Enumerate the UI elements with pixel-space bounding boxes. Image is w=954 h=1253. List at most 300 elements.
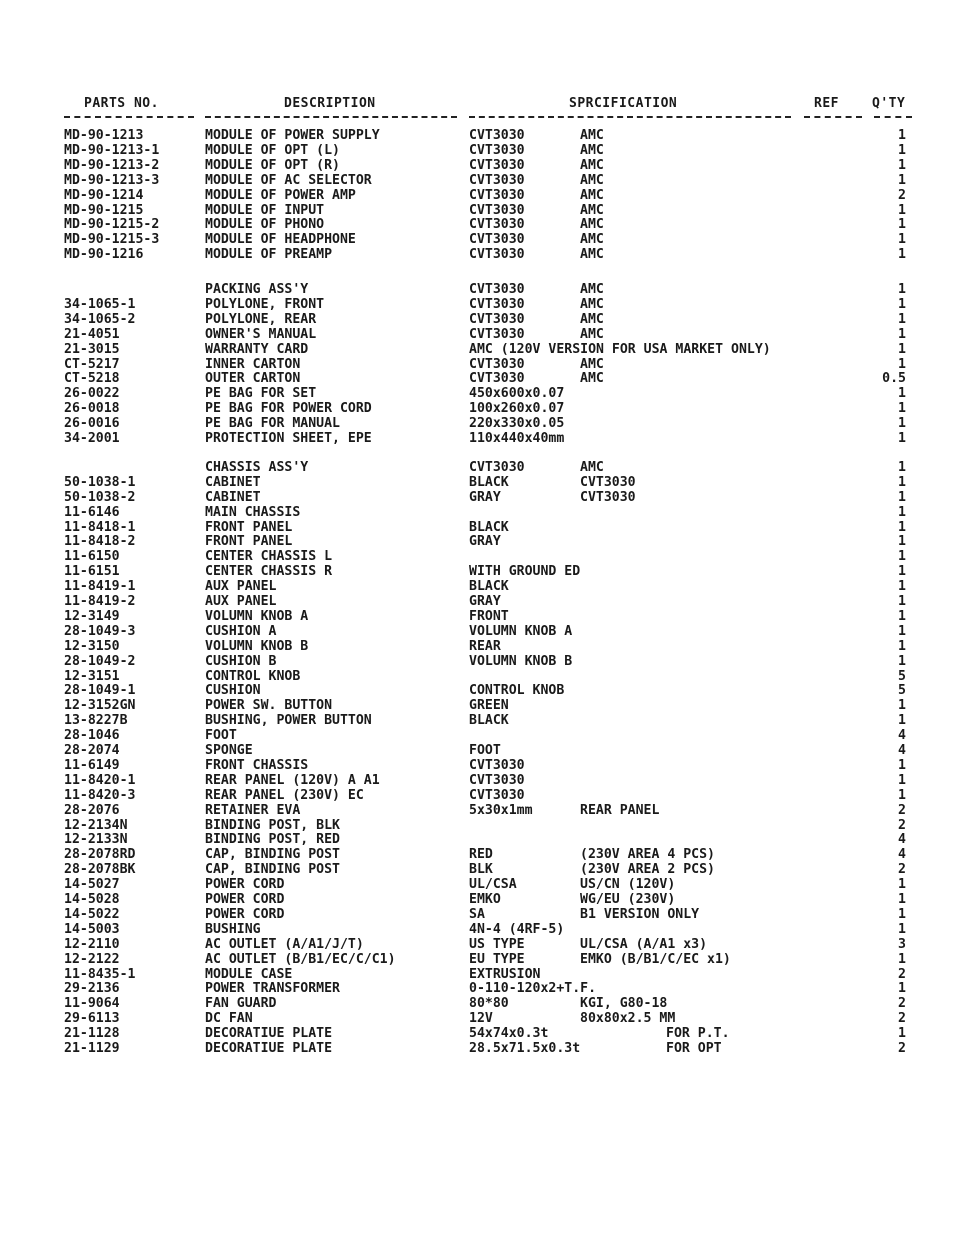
table-row <box>0 639 954 654</box>
header-divider <box>64 116 194 118</box>
specification: FRONT <box>469 609 509 624</box>
table-row <box>0 669 954 684</box>
description: MODULE OF INPUT <box>205 203 325 218</box>
description: MODULE OF POWER AMP <box>205 188 356 203</box>
table-row <box>0 247 954 262</box>
header-divider <box>205 116 457 118</box>
part-number: 11-6149 <box>64 758 120 773</box>
description: MODULE OF OPT (L) <box>205 143 340 158</box>
table-row <box>0 416 954 431</box>
table-row <box>0 475 954 490</box>
quantity: 1 <box>898 773 906 788</box>
part-number: 29-6113 <box>64 1011 120 1026</box>
quantity: 2 <box>898 996 906 1011</box>
specification: EMKO <box>469 892 501 907</box>
description: CUSHION A <box>205 624 277 639</box>
part-number: 11-9064 <box>64 996 120 1011</box>
description: POLYLONE, FRONT <box>205 297 325 312</box>
description: MODULE OF POWER SUPPLY <box>205 128 380 143</box>
specification-extra: KGI, G80-18 <box>580 996 668 1011</box>
specification-extra: AMC <box>580 173 604 188</box>
description: MODULE OF HEADPHONE <box>205 232 356 247</box>
specification-extra: AMC <box>580 143 604 158</box>
table-row <box>0 282 954 297</box>
specification: CVT3030 <box>469 371 525 386</box>
description: POWER TRANSFORMER <box>205 981 340 996</box>
specification-extra: AMC <box>580 232 604 247</box>
specification-extra: AMC <box>580 282 604 297</box>
table-row <box>0 832 954 847</box>
description: CAP, BINDING POST <box>205 862 340 877</box>
description: FRONT PANEL <box>205 520 293 535</box>
quantity: 2 <box>898 862 906 877</box>
quantity: 1 <box>898 401 906 416</box>
table-row <box>0 981 954 996</box>
table-row <box>0 743 954 758</box>
part-number: 12-3150 <box>64 639 120 654</box>
description: FRONT PANEL <box>205 534 293 549</box>
part-number: 11-8418-2 <box>64 534 136 549</box>
quantity: 1 <box>898 549 906 564</box>
part-number: 50-1038-2 <box>64 490 136 505</box>
description: SPONGE <box>205 743 253 758</box>
header-parts-no: PARTS NO. <box>84 96 159 111</box>
quantity: 0.5 <box>882 371 906 386</box>
table-row <box>0 188 954 203</box>
part-number: 12-3151 <box>64 669 120 684</box>
specification-note: FOR OPT <box>666 1041 722 1056</box>
specification: CVT3030 <box>469 773 525 788</box>
description: CUSHION B <box>205 654 277 669</box>
specification: CVT3030 <box>469 217 525 232</box>
specification: CVT3030 <box>469 312 525 327</box>
table-row <box>0 1026 954 1041</box>
specification: 4N-4 (4RF-5) <box>469 922 565 937</box>
specification: CVT3030 <box>469 247 525 262</box>
specification-extra: AMC <box>580 217 604 232</box>
header-divider <box>874 116 912 118</box>
part-number: 14-5027 <box>64 877 120 892</box>
description: OUTER CARTON <box>205 371 301 386</box>
specification-extra: US/CN (120V) <box>580 877 676 892</box>
quantity: 1 <box>898 654 906 669</box>
specification: BLACK <box>469 520 509 535</box>
quantity: 1 <box>898 981 906 996</box>
quantity: 1 <box>898 297 906 312</box>
quantity: 2 <box>898 967 906 982</box>
specification: 110x440x40mm <box>469 431 565 446</box>
part-number: MD-90-1215 <box>64 203 144 218</box>
specification-extra: REAR PANEL <box>580 803 660 818</box>
quantity: 5 <box>898 683 906 698</box>
specification-extra: AMC <box>580 371 604 386</box>
table-row <box>0 564 954 579</box>
table-row <box>0 386 954 401</box>
quantity: 1 <box>898 579 906 594</box>
specification: GRAY <box>469 490 501 505</box>
specification-extra: 80x80x2.5 MM <box>580 1011 676 1026</box>
specification: CVT3030 <box>469 460 525 475</box>
description: POLYLONE, REAR <box>205 312 317 327</box>
table-row <box>0 922 954 937</box>
quantity: 1 <box>898 158 906 173</box>
header-description: DESCRIPTION <box>284 96 376 111</box>
table-row <box>0 594 954 609</box>
table-row <box>0 952 954 967</box>
part-number: 21-3015 <box>64 342 120 357</box>
specification: 100x260x0.07 <box>469 401 565 416</box>
table-row <box>0 327 954 342</box>
header-divider <box>804 116 862 118</box>
description: PE BAG FOR MANUAL <box>205 416 340 431</box>
quantity: 1 <box>898 357 906 372</box>
specification: EU TYPE <box>469 952 525 967</box>
specification: BLACK <box>469 475 509 490</box>
part-number: 28-1046 <box>64 728 120 743</box>
description: BINDING POST, BLK <box>205 818 340 833</box>
specification-extra: AMC <box>580 128 604 143</box>
description: BINDING POST, RED <box>205 832 340 847</box>
part-number: 13-8227B <box>64 713 128 728</box>
quantity: 1 <box>898 609 906 624</box>
specification: GREEN <box>469 698 509 713</box>
description: PROTECTION SHEET, EPE <box>205 431 372 446</box>
part-number: 21-1129 <box>64 1041 120 1056</box>
quantity: 1 <box>898 758 906 773</box>
part-number: MD-90-1213-3 <box>64 173 160 188</box>
table-row <box>0 1041 954 1056</box>
quantity: 1 <box>898 232 906 247</box>
table-row <box>0 579 954 594</box>
description: DECORATIUE PLATE <box>205 1026 333 1041</box>
description: CUSHION <box>205 683 261 698</box>
quantity: 1 <box>898 564 906 579</box>
table-row <box>0 862 954 877</box>
part-number: 26-0016 <box>64 416 120 431</box>
table-row <box>0 431 954 446</box>
specification: 0-110-120x2+T.F. <box>469 981 597 996</box>
specification-extra: CVT3030 <box>580 490 636 505</box>
part-number: 34-1065-2 <box>64 312 136 327</box>
part-number: MD-90-1216 <box>64 247 144 262</box>
header-qty: Q'TY <box>872 96 906 111</box>
part-number: 12-2134N <box>64 818 128 833</box>
description: BUSHING, POWER BUTTON <box>205 713 372 728</box>
description: POWER CORD <box>205 907 285 922</box>
part-number: MD-90-1213-1 <box>64 143 160 158</box>
description: VOLUMN KNOB B <box>205 639 309 654</box>
quantity: 1 <box>898 173 906 188</box>
part-number: 12-2133N <box>64 832 128 847</box>
specification: 28.5x71.5x0.3t <box>469 1041 581 1056</box>
specification-extra: AMC <box>580 327 604 342</box>
specification-extra: B1 VERSION ONLY <box>580 907 700 922</box>
specification: FOOT <box>469 743 501 758</box>
part-number: MD-90-1213 <box>64 128 144 143</box>
quantity: 4 <box>898 728 906 743</box>
table-row <box>0 232 954 247</box>
part-number: 11-6150 <box>64 549 120 564</box>
part-number: 11-8420-1 <box>64 773 136 788</box>
quantity: 2 <box>898 818 906 833</box>
specification-extra: (230V AREA 4 PCS) <box>580 847 715 862</box>
table-row <box>0 877 954 892</box>
part-number: 12-2122 <box>64 952 120 967</box>
table-row <box>0 773 954 788</box>
part-number: MD-90-1215-2 <box>64 217 160 232</box>
description: MODULE OF PREAMP <box>205 247 333 262</box>
description: MODULE OF PHONO <box>205 217 325 232</box>
description: PE BAG FOR SET <box>205 386 317 401</box>
table-row <box>0 203 954 218</box>
description: WARRANTY CARD <box>205 342 309 357</box>
description: VOLUMN KNOB A <box>205 609 309 624</box>
quantity: 1 <box>898 312 906 327</box>
table-row <box>0 654 954 669</box>
specification: 80*80 <box>469 996 509 1011</box>
specification-extra: WG/EU (230V) <box>580 892 676 907</box>
quantity: 1 <box>898 639 906 654</box>
table-row <box>0 297 954 312</box>
table-row <box>0 803 954 818</box>
quantity: 1 <box>898 877 906 892</box>
part-number: 28-2076 <box>64 803 120 818</box>
table-row <box>0 534 954 549</box>
specification: CVT3030 <box>469 232 525 247</box>
specification-extra: CVT3030 <box>580 475 636 490</box>
part-number: MD-90-1215-3 <box>64 232 160 247</box>
quantity: 1 <box>898 203 906 218</box>
specification: WITH GROUND ED <box>469 564 581 579</box>
part-number: MD-90-1213-2 <box>64 158 160 173</box>
quantity: 1 <box>898 431 906 446</box>
quantity: 1 <box>898 520 906 535</box>
quantity: 2 <box>898 1011 906 1026</box>
part-number: 14-5003 <box>64 922 120 937</box>
table-row <box>0 728 954 743</box>
specification: CVT3030 <box>469 188 525 203</box>
quantity: 1 <box>898 713 906 728</box>
specification: VOLUMN KNOB A <box>469 624 573 639</box>
quantity: 1 <box>898 534 906 549</box>
description: MODULE OF AC SELECTOR <box>205 173 372 188</box>
specification: UL/CSA <box>469 877 517 892</box>
part-number: 11-8420-3 <box>64 788 136 803</box>
description: AUX PANEL <box>205 579 277 594</box>
description: CHASSIS ASS'Y <box>205 460 309 475</box>
description: CABINET <box>205 475 261 490</box>
table-row <box>0 217 954 232</box>
specification-extra: AMC <box>580 297 604 312</box>
specification: 12V <box>469 1011 493 1026</box>
table-row <box>0 624 954 639</box>
quantity: 5 <box>898 669 906 684</box>
quantity: 1 <box>898 594 906 609</box>
table-row <box>0 996 954 1011</box>
description: FOOT <box>205 728 237 743</box>
specification: CVT3030 <box>469 203 525 218</box>
quantity: 3 <box>898 937 906 952</box>
specification: GRAY <box>469 594 501 609</box>
specification: 220x330x0.05 <box>469 416 565 431</box>
quantity: 4 <box>898 847 906 862</box>
specification: GRAY <box>469 534 501 549</box>
description: CONTROL KNOB <box>205 669 301 684</box>
specification-extra: AMC <box>580 357 604 372</box>
part-number: 11-8435-1 <box>64 967 136 982</box>
description: REAR PANEL (230V) EC <box>205 788 364 803</box>
specification: US TYPE <box>469 937 525 952</box>
part-number: 28-1049-1 <box>64 683 136 698</box>
table-row <box>0 312 954 327</box>
part-number: 21-4051 <box>64 327 120 342</box>
description: DECORATIUE PLATE <box>205 1041 333 1056</box>
part-number: 26-0018 <box>64 401 120 416</box>
specification: CVT3030 <box>469 758 525 773</box>
description: BUSHING <box>205 922 261 937</box>
part-number: CT-5218 <box>64 371 120 386</box>
quantity: 1 <box>898 698 906 713</box>
part-number: 11-8419-1 <box>64 579 136 594</box>
table-row <box>0 683 954 698</box>
table-row <box>0 818 954 833</box>
quantity: 1 <box>898 386 906 401</box>
table-row <box>0 892 954 907</box>
table-row <box>0 549 954 564</box>
specification: CVT3030 <box>469 173 525 188</box>
specification: CVT3030 <box>469 128 525 143</box>
table-row <box>0 788 954 803</box>
table-row <box>0 173 954 188</box>
description: REAR PANEL (120V) A A1 <box>205 773 380 788</box>
part-number: 12-3149 <box>64 609 120 624</box>
specification-extra: AMC <box>580 312 604 327</box>
header-ref: REF <box>814 96 839 111</box>
description: DC FAN <box>205 1011 253 1026</box>
table-row <box>0 907 954 922</box>
specification: BLK <box>469 862 493 877</box>
part-number: 26-0022 <box>64 386 120 401</box>
specification: CVT3030 <box>469 297 525 312</box>
description: CENTER CHASSIS R <box>205 564 333 579</box>
specification: CVT3030 <box>469 357 525 372</box>
table-row <box>0 128 954 143</box>
table-row <box>0 490 954 505</box>
part-number: 11-6151 <box>64 564 120 579</box>
description: MODULE CASE <box>205 967 293 982</box>
quantity: 1 <box>898 327 906 342</box>
quantity: 1 <box>898 952 906 967</box>
part-number: 28-1049-2 <box>64 654 136 669</box>
description: PE BAG FOR POWER CORD <box>205 401 372 416</box>
table-row <box>0 847 954 862</box>
table-row <box>0 460 954 475</box>
quantity: 1 <box>898 217 906 232</box>
quantity: 1 <box>898 788 906 803</box>
quantity: 1 <box>898 143 906 158</box>
table-row <box>0 357 954 372</box>
table-row <box>0 158 954 173</box>
part-number: 12-2110 <box>64 937 120 952</box>
table-row <box>0 937 954 952</box>
specification: CVT3030 <box>469 282 525 297</box>
description: POWER CORD <box>205 877 285 892</box>
quantity: 1 <box>898 475 906 490</box>
table-row <box>0 520 954 535</box>
quantity: 4 <box>898 743 906 758</box>
description: AC OUTLET (A/A1/J/T) <box>205 937 364 952</box>
part-number: 28-2078RD <box>64 847 136 862</box>
quantity: 1 <box>898 490 906 505</box>
specification: BLACK <box>469 579 509 594</box>
specification: 450x600x0.07 <box>469 386 565 401</box>
specification: CONTROL KNOB <box>469 683 565 698</box>
quantity: 1 <box>898 624 906 639</box>
description: CENTER CHASSIS L <box>205 549 333 564</box>
table-row <box>0 698 954 713</box>
quantity: 1 <box>898 1026 906 1041</box>
table-row <box>0 143 954 158</box>
quantity: 1 <box>898 907 906 922</box>
specification: CVT3030 <box>469 327 525 342</box>
quantity: 1 <box>898 128 906 143</box>
specification-extra: EMKO (B/B1/C/EC x1) <box>580 952 731 967</box>
specification: CVT3030 <box>469 143 525 158</box>
description: AC OUTLET (B/B1/EC/C/C1) <box>205 952 396 967</box>
quantity: 1 <box>898 247 906 262</box>
part-number: 11-8418-1 <box>64 520 136 535</box>
description: MAIN CHASSIS <box>205 505 301 520</box>
part-number: 34-2001 <box>64 431 120 446</box>
specification: EXTRUSION <box>469 967 541 982</box>
part-number: CT-5217 <box>64 357 120 372</box>
part-number: 14-5022 <box>64 907 120 922</box>
quantity: 1 <box>898 922 906 937</box>
quantity: 2 <box>898 1041 906 1056</box>
description: POWER CORD <box>205 892 285 907</box>
part-number: 28-2078BK <box>64 862 136 877</box>
table-row <box>0 758 954 773</box>
quantity: 1 <box>898 282 906 297</box>
table-row <box>0 609 954 624</box>
specification: SA <box>469 907 485 922</box>
specification-note: FOR P.T. <box>666 1026 730 1041</box>
description: POWER SW. BUTTON <box>205 698 333 713</box>
header-divider <box>469 116 791 118</box>
quantity: 2 <box>898 188 906 203</box>
part-number: MD-90-1214 <box>64 188 144 203</box>
specification-extra: UL/CSA (A/A1 x3) <box>580 937 708 952</box>
part-number: 11-6146 <box>64 505 120 520</box>
quantity: 4 <box>898 832 906 847</box>
header-specification: SPRCIFICATION <box>569 96 678 111</box>
description: CABINET <box>205 490 261 505</box>
part-number: 28-2074 <box>64 743 120 758</box>
part-number: 11-8419-2 <box>64 594 136 609</box>
specification: CVT3030 <box>469 158 525 173</box>
part-number: 29-2136 <box>64 981 120 996</box>
description: FAN GUARD <box>205 996 277 1011</box>
specification: 54x74x0.3t <box>469 1026 549 1041</box>
specification: RED <box>469 847 493 862</box>
part-number: 50-1038-1 <box>64 475 136 490</box>
table-row <box>0 371 954 386</box>
quantity: 1 <box>898 460 906 475</box>
part-number: 34-1065-1 <box>64 297 136 312</box>
table-row <box>0 505 954 520</box>
description: MODULE OF OPT (R) <box>205 158 340 173</box>
table-row <box>0 1011 954 1026</box>
